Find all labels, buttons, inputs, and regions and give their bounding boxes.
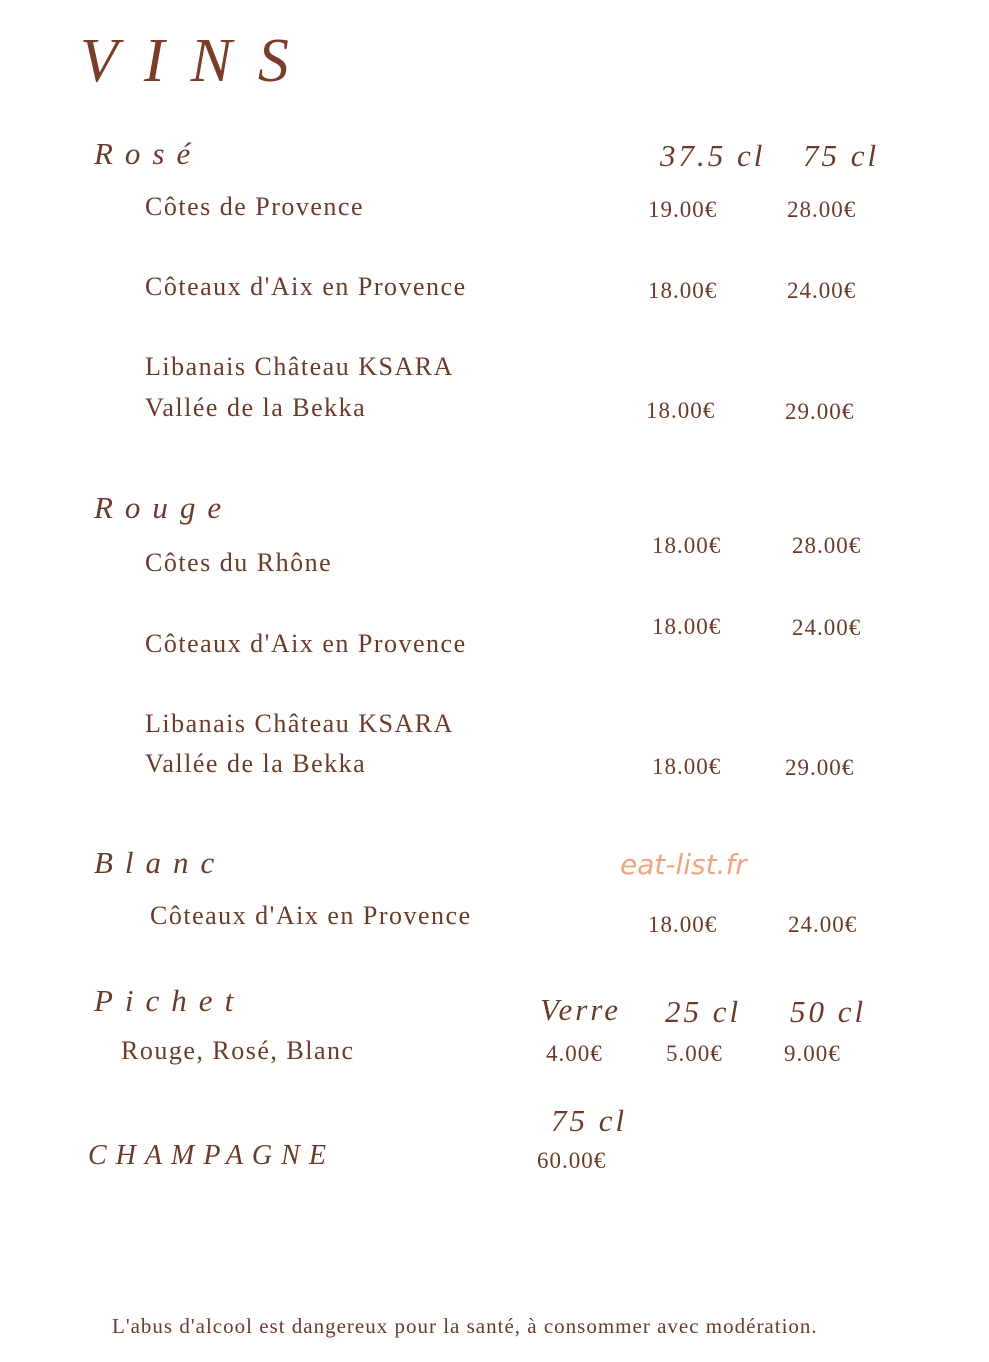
section-heading-blanc: Blanc [94, 845, 227, 880]
price-champagne: 60.00€ [537, 1148, 607, 1173]
column-header-37-5cl: 37.5 cl [660, 138, 766, 173]
price-75cl: 28.00€ [787, 197, 857, 222]
price-75cl: 24.00€ [787, 278, 857, 303]
page-title: VINS [80, 27, 315, 95]
price-75cl: 28.00€ [792, 533, 862, 558]
section-heading-rose: Rosé [94, 136, 203, 171]
column-header-50cl: 50 cl [790, 994, 867, 1029]
price-75cl: 29.00€ [785, 399, 855, 424]
wine-name: Libanais Château KSARA [145, 709, 454, 738]
price-37-5cl: 18.00€ [648, 912, 718, 937]
price-25cl: 5.00€ [666, 1041, 723, 1066]
wine-name: Côteaux d'Aix en Provence [150, 901, 472, 930]
column-header-champagne-75cl: 75 cl [551, 1103, 628, 1138]
price-37-5cl: 19.00€ [648, 197, 718, 222]
price-75cl: 24.00€ [792, 615, 862, 640]
price-37-5cl: 18.00€ [648, 278, 718, 303]
price-75cl: 29.00€ [785, 755, 855, 780]
wine-name-line2: Vallée de la Bekka [145, 393, 367, 422]
section-heading-champagne: CHAMPAGNE [88, 1140, 335, 1171]
section-heading-pichet: Pichet [94, 983, 246, 1018]
footer-warning: L'abus d'alcool est dangereux pour la santé, à consommer avec modération. [112, 1314, 818, 1338]
wine-name: Côteaux d'Aix en Provence [145, 272, 467, 301]
price-37-5cl: 18.00€ [646, 398, 716, 423]
price-verre: 4.00€ [546, 1041, 603, 1066]
price-75cl: 24.00€ [788, 912, 858, 937]
column-header-25cl: 25 cl [665, 994, 742, 1029]
wine-name: Côteaux d'Aix en Provence [145, 629, 467, 658]
price-37-5cl: 18.00€ [652, 614, 722, 639]
column-header-75cl: 75 cl [803, 138, 880, 173]
price-37-5cl: 18.00€ [652, 754, 722, 779]
price-50cl: 9.00€ [784, 1041, 841, 1066]
wine-name-line2: Vallée de la Bekka [145, 749, 367, 778]
pichet-name: Rouge, Rosé, Blanc [121, 1036, 355, 1065]
column-header-verre: Verre [540, 992, 621, 1027]
price-37-5cl: 18.00€ [652, 533, 722, 558]
wine-name: Côtes du Rhône [145, 548, 333, 577]
section-heading-rouge: Rouge [94, 490, 234, 525]
wine-name: Côtes de Provence [145, 192, 365, 221]
watermark: eat-list.fr [620, 848, 747, 881]
wine-name: Libanais Château KSARA [145, 352, 454, 381]
